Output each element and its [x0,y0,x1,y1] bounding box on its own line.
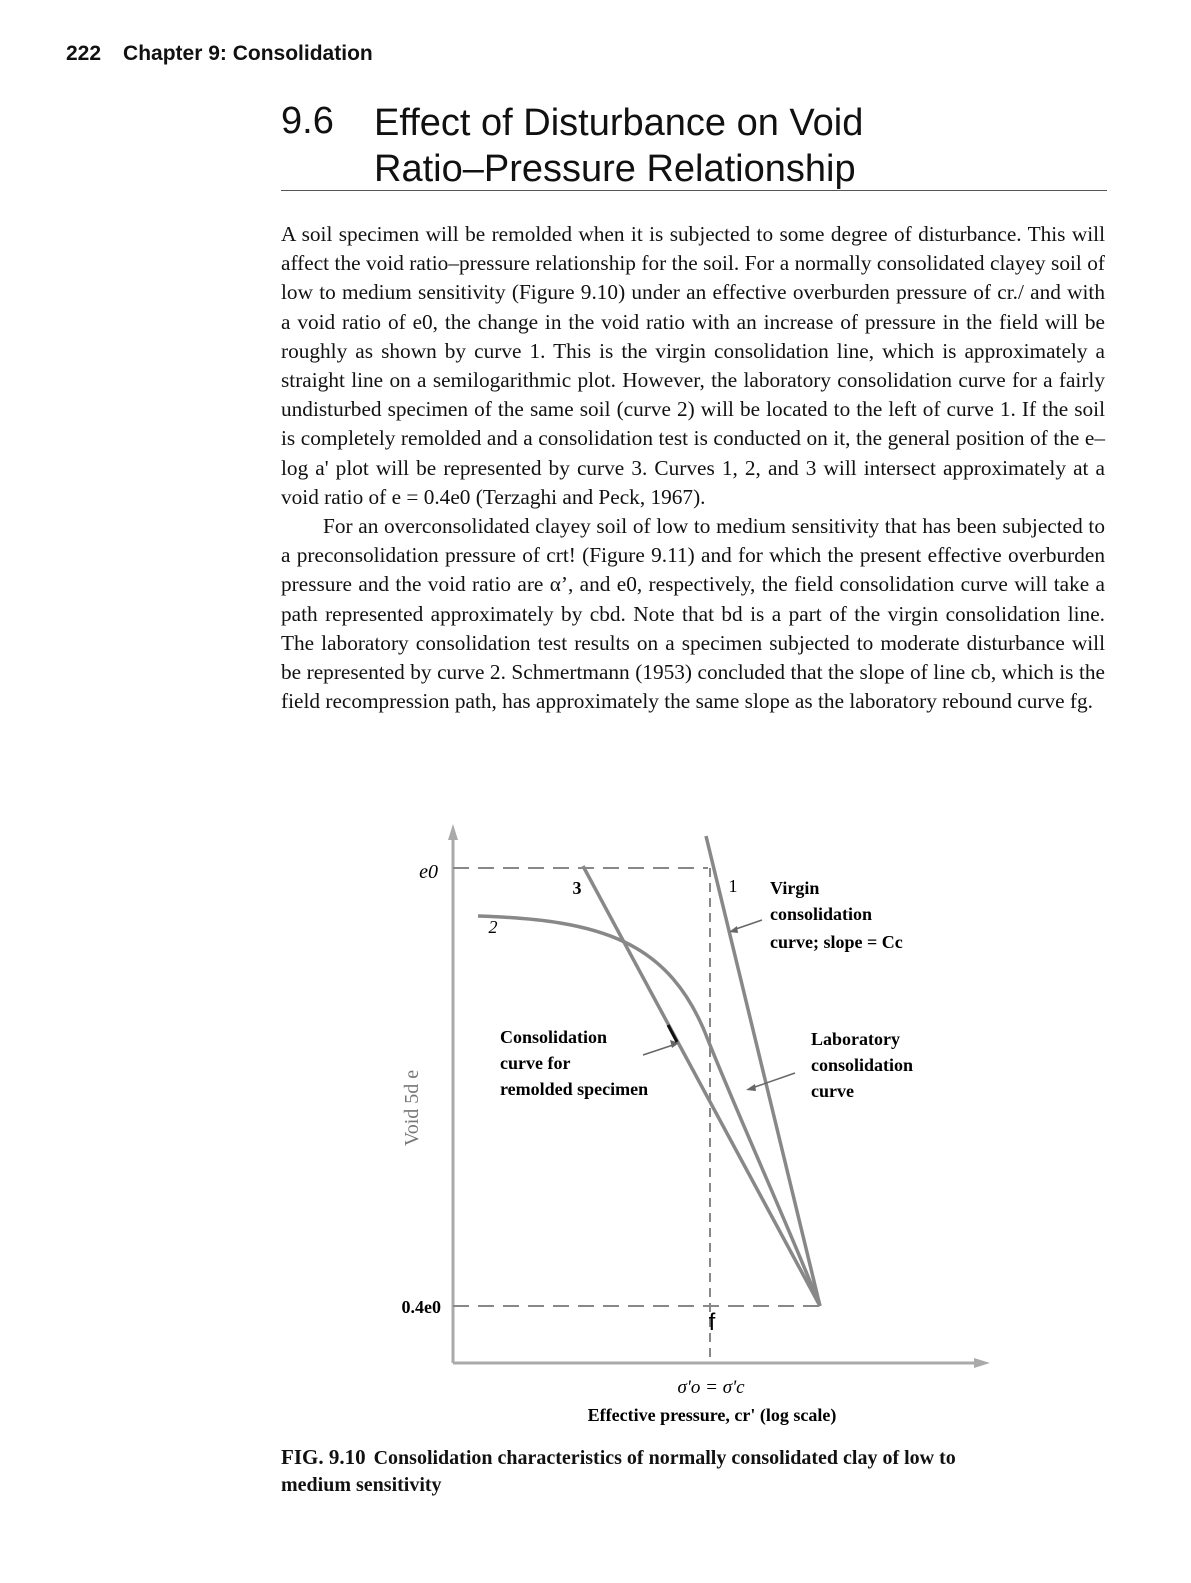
lab-label-line-2: consolidation [811,1055,914,1075]
remolded-label-line-1: Consolidation [500,1027,608,1047]
virgin-label-line-1: Virgin [770,878,820,898]
curve-3-label: 3 [572,878,582,898]
y-axis-title: Void 5d e [401,1069,423,1147]
remolded-annotation [500,1027,648,1099]
figure-label: FIG. 9.10 [281,1445,366,1469]
lab-annotation [811,1029,913,1101]
section-title-line-2: Ratio–Pressure Relationship [374,148,856,190]
remolded-leader [643,1045,673,1055]
chapter-title: Chapter 9: Consolidation [123,42,373,65]
running-head [66,42,373,66]
figure-caption [281,1444,1081,1499]
remolded-label-line-2: curve for [500,1053,571,1073]
lab-label-line-1: Laboratory [811,1029,900,1049]
sigma-marker-label: σ'o = σ'c [677,1377,745,1398]
curve-1-label: 1 [728,876,738,896]
paragraph-1: A soil specimen will be remolded when it is subjected to some degree of disturbance. This will affect the void ratio–pressure relationship for the soil. For a normally consolidated clayey soil of low to medium sensitivity (Figure 9.10) under an effective overburden pressure of cr./ and with a void ratio of e0, the change in the void ratio with an increase of pressure in the field will be roughly as shown by curve 1. This is the virgin consolidation line, which is approximately a straight line on a semilogarithmic plot. However, the laboratory consolidation curve for a fairly undisturbed specimen of the same soil (curve 2) will be located to the left of curve 1. If the soil is completely remolded and a consolidation test is conducted on it, the general position of the e–log a' plot will be represented by curve 3. Curves 1, 2, and 3 will intersect approximately at a void ratio of e = 0.4e0 (Terzaghi and Peck, 1967). [281,222,1105,509]
section-number: 9.6 [281,100,334,142]
lab-leader [752,1073,795,1088]
y-axis-arrow [448,824,458,840]
caption-line-1: Consolidation characteristics of normally consolidated clay of low to [373,1447,956,1469]
paragraph-2: For an overconsolidated clayey soil of low to medium sensitivity that has been subjected to a preconsolidation pressure of crt! (Figure 9.11) and for which the present effective overburden pressure and the void ratio are α’, and e0, respectively, the field consolidation curve will take a path represented approximately by cbd. Note that bd is a part of the virgin consolidation line. The laboratory consolidation test results on a specimen subjected to moderate disturbance will be represented by curve 2. Schmertmann (1953) concluded that the slope of line cb, which is the field recompression path, has approximately the same slope as the laboratory rebound curve fg. [281,514,1105,714]
virgin-label-line-3: curve; slope = Cc [770,932,903,952]
bottom-e-label: 0.4e0 [401,1297,441,1317]
lab-label-line-3: curve [811,1081,854,1101]
section-rule [281,190,1107,191]
curve-2-label: 2 [488,917,498,937]
body-text [281,220,1105,716]
point-f-label: f [708,1309,716,1336]
x-axis-title: Effective pressure, cr' (log scale) [587,1405,837,1425]
section-title-line-1: Effect of Disturbance on Void [374,102,864,144]
virgin-annotation [770,878,903,952]
caption-line-2: medium sensitivity [281,1474,442,1496]
remolded-label-line-3: remolded specimen [500,1079,649,1099]
curve-2-laboratory [478,916,820,1306]
virgin-label-line-2: consolidation [770,904,873,924]
page-number: 222 [66,42,102,65]
figure-9-10 [0,820,1191,1430]
x-axis-arrow [974,1358,990,1368]
e0-label: e0 [419,861,438,883]
lab-leader-arrow [746,1084,756,1091]
remolded-tick [668,1025,677,1042]
section-title [374,100,863,192]
